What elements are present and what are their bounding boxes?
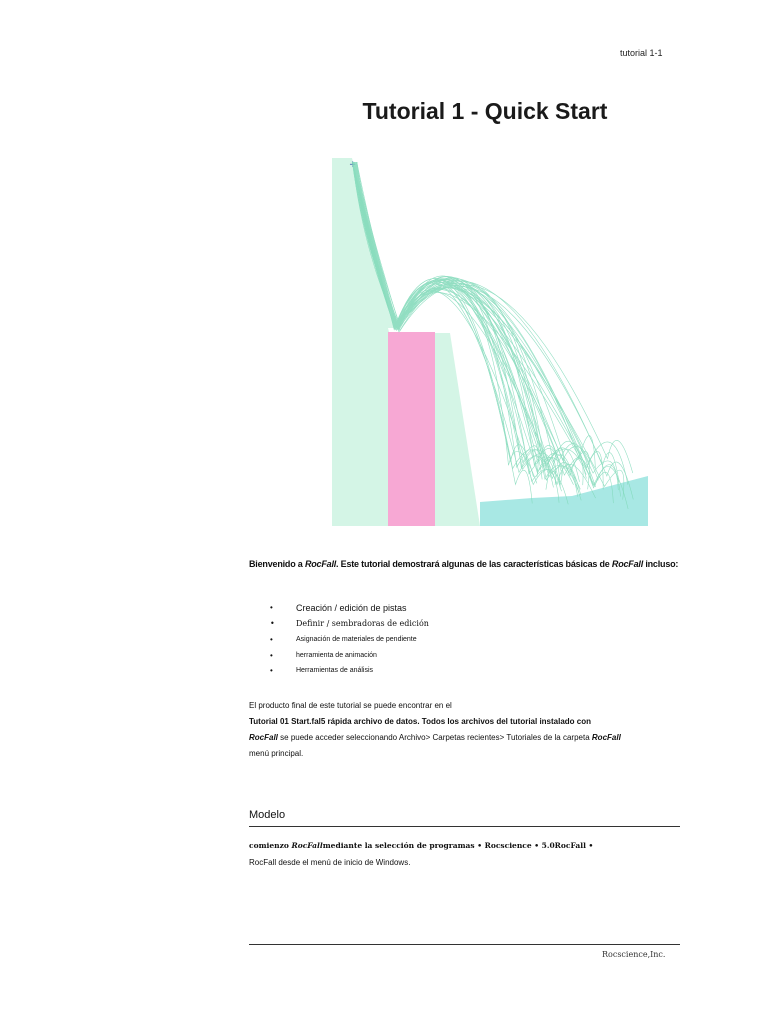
list-item: • Creación / edición de pistas xyxy=(270,603,429,619)
ground-surface xyxy=(480,476,648,526)
slope-lower xyxy=(435,333,480,526)
intro-paragraph xyxy=(249,559,678,569)
intro-suffix: incluso: xyxy=(645,559,679,569)
section-divider xyxy=(249,826,680,827)
barrier-block xyxy=(388,332,435,526)
model-brand: RocFall xyxy=(291,841,323,850)
model-para-line1 xyxy=(249,841,593,850)
intro-brand: RocFall xyxy=(304,559,337,569)
model-text: mediante la selección de programas • Rocscience • 5.0RocFall • xyxy=(322,841,594,850)
list-item: • Asignación de materiales de pendiente xyxy=(270,634,429,650)
final-para-text: se puede acceder seleccionando Archivo> Carpetas recientes> Tutoriales de la carpeta xyxy=(280,733,590,742)
page-title: Tutorial 1 - Quick Start xyxy=(362,98,608,124)
model-para-line2: RocFall desde el menú de inicio de Windows. xyxy=(249,858,411,867)
page-number: tutorial 1-1 xyxy=(620,48,663,58)
final-para-brand: RocFall xyxy=(249,733,278,742)
rockfall-figure xyxy=(332,158,648,526)
feature-list xyxy=(270,603,429,681)
list-item: • Definir / sembradoras de edición xyxy=(270,619,429,635)
intro-brand-2: RocFall xyxy=(611,559,644,569)
final-para-line2 xyxy=(249,717,591,726)
list-item: • herramienta de animación xyxy=(270,650,429,666)
model-prefix: comienzo xyxy=(249,841,289,850)
intro-prefix: Bienvenido a xyxy=(249,559,303,569)
final-para-line3 xyxy=(249,733,621,742)
intro-middle: . Este tutorial demostrará algunas de las características básicas de xyxy=(336,559,610,569)
final-para-line1: El producto final de este tutorial se puede encontrar en el xyxy=(249,701,452,710)
section-heading: Modelo xyxy=(249,809,286,821)
list-item: • Herramientas de análisis xyxy=(270,665,429,681)
final-para-line4: menú principal. xyxy=(249,749,304,758)
footer-divider xyxy=(249,944,680,945)
footer-company: Rocscience,Inc. xyxy=(602,950,666,959)
final-para-brand-2: RocFall xyxy=(591,733,621,742)
seeder-marker: + xyxy=(349,160,357,170)
final-para-filename: Tutorial 01 Start.fal5 rápida archivo de datos. Todos los archivos del tutorial instalado con xyxy=(249,717,591,726)
